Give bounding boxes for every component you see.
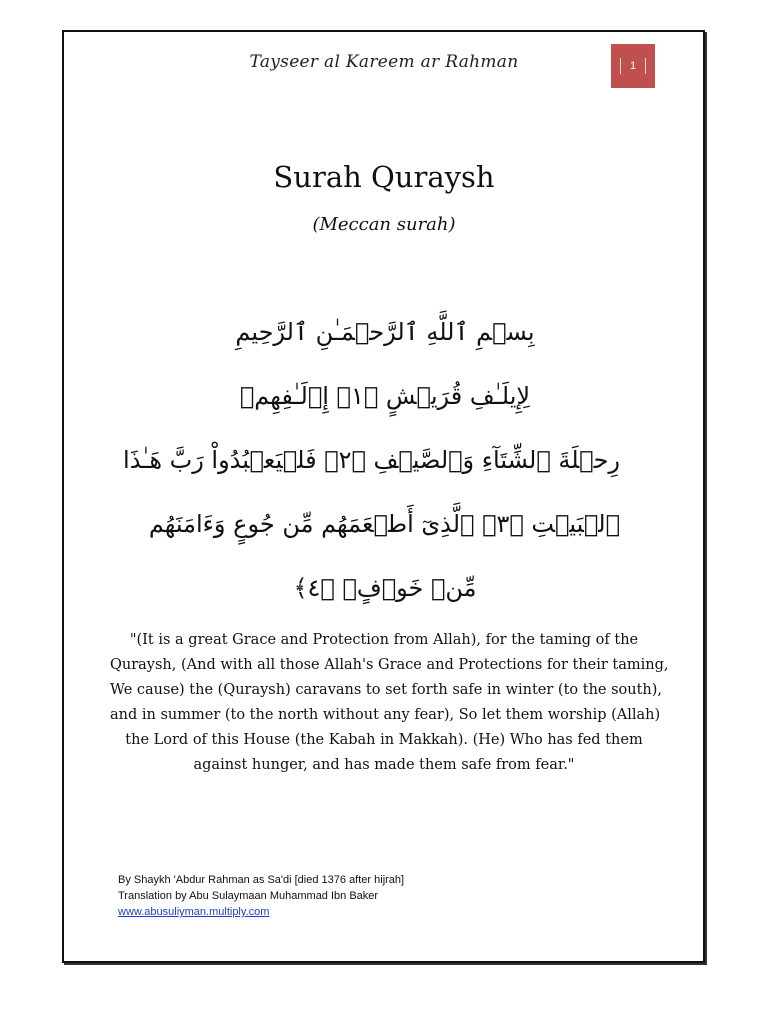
english-translation (110, 628, 669, 778)
website-link[interactable]: www.abusuliyman.multiply.com (118, 906, 270, 918)
arabic-verses (123, 300, 620, 620)
translation-line: "(It is a great Grace and Protection from Allah), for the taming of the (129, 632, 639, 648)
arabic-line: ٱلۡبَيۡتِ ﴿٣﴾ ٱلَّذِىٓ أَطۡعَمَهُم مِّن جُوعٍ وَءَامَنَهُم (148, 510, 620, 538)
arabic-line: مِّنۡ خَوۡفٍۭ ﴿٤﴾ (293, 574, 477, 602)
translator-credit: Translation by Abu Sulaymaan Muhammad Ibn Baker (118, 890, 379, 902)
page-subtitle: (Meccan surah) (312, 214, 456, 235)
author-credit: By Shaykh 'Abdur Rahman as Sa'di [died 1376 after hijrah] (118, 874, 405, 886)
translation-line: and in summer (to the north without any fear), So let them worship (Allah) (110, 707, 661, 723)
translation-line: against hunger, and has made them safe from fear." (193, 757, 575, 773)
translation-line: the Lord of this House (the Kabah in Makkah). (He) Who has fed them (125, 732, 643, 748)
arabic-line: رِحۡلَةَ ٱلشِّتَآءِ وَٱلصَّيۡفِ ﴿٢﴾ فَلۡيَعۡبُدُواْ رَبَّ هَـٰذَا (123, 446, 620, 474)
arabic-line-basmala: بِسۡمِ ٱللَّهِ ٱلرَّحۡمَـٰنِ ٱلرَّحِيمِ (235, 318, 535, 346)
arabic-line: لِإِيلَـٰفِ قُرَيۡشٍ ﴿١﴾ إِۦلَـٰفِهِمۡ (239, 382, 531, 410)
page-number-badge (611, 44, 655, 88)
footer-credits (118, 872, 404, 920)
page-number: 1 (629, 60, 637, 72)
translation-line: Quraysh, (And with all those Allah's Grace and Protections for their taming, (110, 657, 669, 673)
page-title: Surah Quraysh (273, 160, 495, 194)
running-header: Tayseer al Kareem ar Rahman (249, 52, 519, 72)
translation-line: We cause) the (Quraysh) caravans to set forth safe in winter (to the south), (110, 682, 663, 698)
